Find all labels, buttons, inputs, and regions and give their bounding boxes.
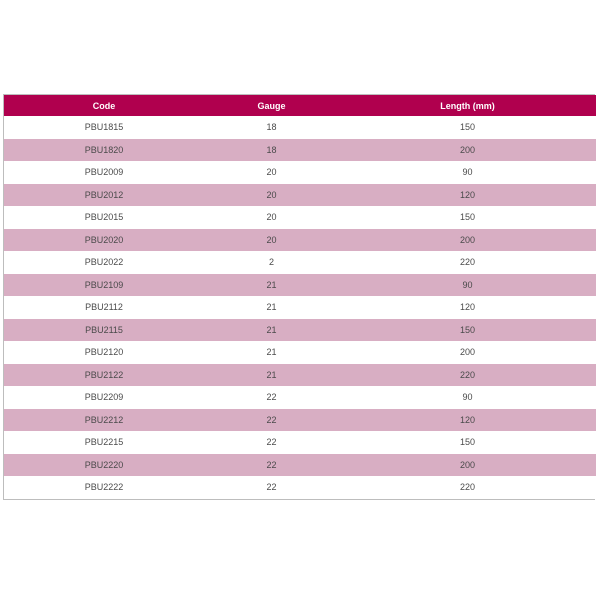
cell-length: 200 <box>339 229 596 252</box>
table-row <box>4 274 596 297</box>
cell-gauge: 18 <box>204 139 339 162</box>
cell-gauge: 22 <box>204 386 339 409</box>
cell-length: 220 <box>339 251 596 274</box>
cell-length: 120 <box>339 296 596 319</box>
table-row <box>4 454 596 477</box>
cell-code: PBU2020 <box>4 229 204 252</box>
table-row <box>4 341 596 364</box>
cell-length: 120 <box>339 184 596 207</box>
cell-length: 200 <box>339 341 596 364</box>
table-row <box>4 476 596 499</box>
cell-code: PBU2112 <box>4 296 204 319</box>
cell-length: 150 <box>339 431 596 454</box>
cell-length: 200 <box>339 454 596 477</box>
table-row <box>4 251 596 274</box>
cell-length: 150 <box>339 319 596 342</box>
cell-length: 220 <box>339 476 596 499</box>
table-row <box>4 409 596 432</box>
cell-code: PBU2122 <box>4 364 204 387</box>
table-row <box>4 184 596 207</box>
cell-gauge: 21 <box>204 341 339 364</box>
cell-code: PBU1820 <box>4 139 204 162</box>
cell-code: PBU2109 <box>4 274 204 297</box>
table-header-row <box>4 95 596 116</box>
cell-code: PBU2120 <box>4 341 204 364</box>
cell-gauge: 22 <box>204 454 339 477</box>
table-row <box>4 206 596 229</box>
cell-gauge: 21 <box>204 274 339 297</box>
cell-length: 90 <box>339 274 596 297</box>
cell-gauge: 20 <box>204 161 339 184</box>
cell-gauge: 21 <box>204 296 339 319</box>
table-row <box>4 116 596 139</box>
cell-code: PBU2209 <box>4 386 204 409</box>
cell-code: PBU2009 <box>4 161 204 184</box>
column-header-length: Length (mm) <box>339 95 596 116</box>
cell-length: 90 <box>339 161 596 184</box>
cell-code: PBU1815 <box>4 116 204 139</box>
cell-length: 220 <box>339 364 596 387</box>
table-row <box>4 229 596 252</box>
column-header-gauge: Gauge <box>204 95 339 116</box>
table-row <box>4 386 596 409</box>
cell-gauge: 2 <box>204 251 339 274</box>
table-row <box>4 296 596 319</box>
cell-length: 120 <box>339 409 596 432</box>
cell-gauge: 20 <box>204 184 339 207</box>
column-header-code: Code <box>4 95 204 116</box>
cell-code: PBU2215 <box>4 431 204 454</box>
cell-gauge: 21 <box>204 319 339 342</box>
cell-gauge: 18 <box>204 116 339 139</box>
cell-gauge: 22 <box>204 431 339 454</box>
cell-code: PBU2022 <box>4 251 204 274</box>
cell-code: PBU2015 <box>4 206 204 229</box>
table-row <box>4 319 596 342</box>
cell-gauge: 22 <box>204 476 339 499</box>
cell-code: PBU2220 <box>4 454 204 477</box>
cell-length: 150 <box>339 206 596 229</box>
cell-code: PBU2012 <box>4 184 204 207</box>
table-row <box>4 161 596 184</box>
cell-gauge: 20 <box>204 229 339 252</box>
cell-code: PBU2222 <box>4 476 204 499</box>
table-body <box>4 116 596 499</box>
cell-length: 90 <box>339 386 596 409</box>
cell-gauge: 20 <box>204 206 339 229</box>
cell-code: PBU2115 <box>4 319 204 342</box>
cell-length: 150 <box>339 116 596 139</box>
product-table-container <box>3 94 595 500</box>
table-row <box>4 139 596 162</box>
cell-gauge: 22 <box>204 409 339 432</box>
product-table <box>4 95 596 499</box>
cell-code: PBU2212 <box>4 409 204 432</box>
table-row <box>4 431 596 454</box>
table-row <box>4 364 596 387</box>
cell-length: 200 <box>339 139 596 162</box>
cell-gauge: 21 <box>204 364 339 387</box>
